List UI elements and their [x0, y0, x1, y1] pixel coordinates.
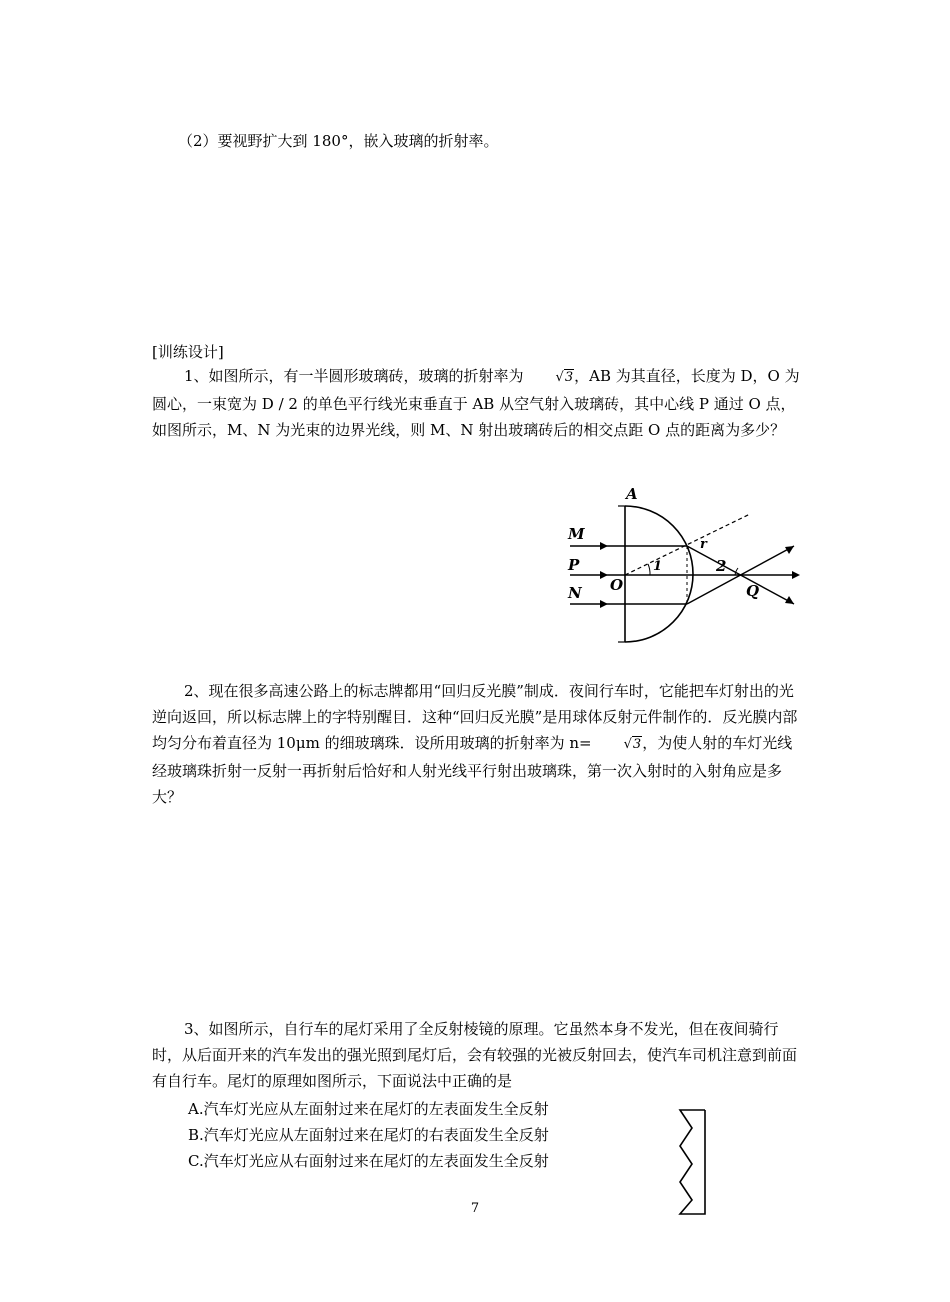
problem-1-text-b: ，AB 为其直径，长度为 D，O 为圆心，一束宽为 D / 2 的单色平行线光束垂直于 AB 从空气射入玻璃砖，其中心线 P 通过 O 点，如图所示，M、N 为光束的边界光线，则 M、N 射出玻璃砖后的相交点距 O 点的距离为多少？: [152, 367, 800, 439]
sqrt-radicand: 3: [564, 370, 574, 385]
label-o: O: [610, 576, 624, 594]
problem-2: [152, 678, 802, 810]
label-angle-2: 2: [716, 557, 727, 575]
ray-m-arrow: [600, 542, 608, 550]
sqrt-symbol: √3: [623, 737, 642, 752]
ray-p-arrow: [600, 571, 608, 579]
option-b: B.汽车灯光应从左面射过来在尾灯的右表面发生全反射: [188, 1126, 549, 1144]
problem-3-options: [188, 1096, 549, 1174]
page-number: 7: [470, 1201, 480, 1216]
label-m: M: [568, 525, 585, 543]
section-title: [训练设计]: [152, 343, 224, 361]
label-n: N: [568, 584, 582, 602]
label-p: P: [568, 556, 580, 574]
label-q: Q: [746, 582, 760, 600]
question-part-2: （2）要视野扩大到 180°，嵌入玻璃的折射率。: [178, 132, 499, 150]
option-a: A.汽车灯光应从左面射过来在尾灯的左表面发生全反射: [188, 1100, 549, 1118]
label-a: A: [626, 485, 638, 503]
label-r: r: [700, 537, 707, 552]
prism-outline: [680, 1110, 705, 1214]
tail-light-figure: [660, 1102, 716, 1222]
problem-1-text-a: 1、如图所示，有一半圆形玻璃砖，玻璃的折射率为: [184, 367, 524, 385]
problem-2-text-b: ，为使人射的车灯光线经玻璃珠折射一反射一再折射后恰好和人射光线平行射出玻璃珠，第一次入射时的入射角应是多大？: [152, 734, 793, 806]
problem-1: [152, 363, 802, 443]
sqrt-radicand: 3: [632, 737, 642, 752]
ray-n-arrow: [600, 600, 608, 608]
sqrt-symbol: √3: [555, 370, 574, 385]
semicircle-glass-figure: [560, 484, 810, 649]
problem-2-text-a: 2、现在很多高速公路上的标志牌都用“回归反光膜”制成．夜间行车时，它能把车灯射出的光逆向返回，所以标志牌上的字特别醒目．这种“回归反光膜”是用球体反射元件制作的．反光膜内部均匀分布着直径为 10μm 的细玻璃珠．设所用玻璃的折射率为 n=: [152, 682, 798, 752]
label-angle-1: 1: [653, 559, 663, 574]
option-c: C.汽车灯光应从右面射过来在尾灯的左表面发生全反射: [188, 1152, 549, 1170]
problem-3: 3、如图所示，自行车的尾灯采用了全反射棱镜的原理。它虽然本身不发光，但在夜间骑行时，从后面开来的汽车发出的强光照到尾灯后，会有较强的光被反射回去，使汽车司机注意到前面有自行车。尾灯的原理如图所示，下面说法中正确的是: [152, 1020, 798, 1090]
semicircle-arc: [625, 506, 693, 642]
